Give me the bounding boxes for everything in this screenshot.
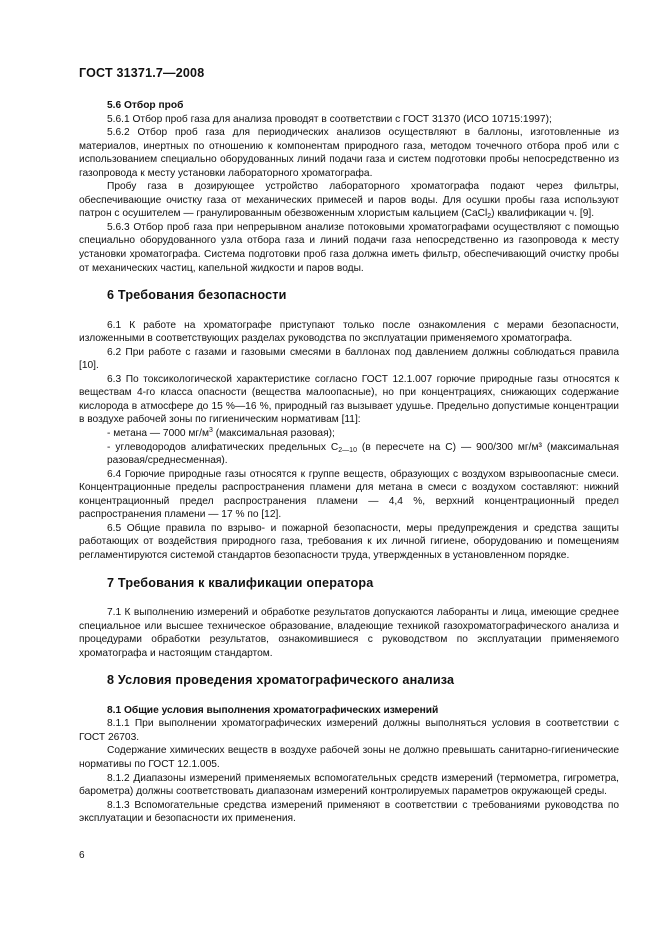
paragraph-sample-feed: Пробу газа в дозирующее устройство лабораторного хроматографа подают через фильтры, обеспечивающие очистку газа от механических примесей и паров воды. Для осушки пробы газа используют патрон с осушителем — гранулированным обезвоженным хлористым кальцием (CaCl$_2$) квалификации ч. [9]. [79,181,619,221]
standard-header: ГОСТ 31371.7—2008 [79,66,205,80]
paragraph-6-2: 6.2 При работе с газами и газовыми смесями в баллонах под давлением должны соблюдаться правила [10]. [79,346,619,372]
page-content [79,93,619,826]
paragraph-7-1: 7.1 К выполнению измерений и обработке результатов допускаются лаборанты и лица, имеющие среднее специальное или высшее техническое образование, владеющие техникой газохроматографического анализа и процедурами обработки результатов, ознакомившиеся с руководством по эксплуатации применяемого хроматографа и настоящим стандартом. [79,607,619,659]
paragraph-6-5: 6.5 Общие правила по взрыво- и пожарной безопасности, меры предупреждения и средства защиты работающих от воздействия природного газа, требования к их личной гигиене, оборудованию и помещениям регламентируются системой стандартов безопасности труда, утвержденных в установленном порядке. [79,522,619,561]
paragraph-8-1-1: 8.1.1 При выполнении хроматографических измерений должны выполняться условия в соответствии с ГОСТ 26703. [79,718,619,743]
paragraph-5-6-1: 5.6.1 Отбор проб газа для анализа проводят в соответствии с ГОСТ 31370 (ИСО 10715:1997); [107,113,552,125]
section-heading-8: 8 Условия проведения хроматографического анализа [107,673,455,688]
section-heading-6: 6 Требования безопасности [107,288,287,303]
subsection-heading-5-6: 5.6 Отбор проб [107,100,184,111]
list-item-methane: - метана — 7000 $мг/м^3$ (максимальная разовая); [107,427,335,440]
paragraph-5-6-2: 5.6.2 Отбор проб газа для периодических анализов осуществляют в баллоны, изготовленные из материалов, инертных по отношению к компонентам природного газа, методом точечного отбора проб или с использованием специально оборудованных линий подачи газа и систем подготовки пробы непосредственно из газопровода к месту установки лабораторного хроматографа. [79,127,619,179]
paragraph-chemical-content: Содержание химических веществ в воздухе рабочей зоны не должно превышать санитарно-гигиенические нормативы по ГОСТ 12.1.005. [79,745,619,770]
paragraph-8-1-3: 8.1.3 Вспомогательные средства измерений применяют в соответствии с требованиями руководства по эксплуатации и безопасности их применения. [79,799,619,825]
section-heading-7: 7 Требования к квалификации оператора [107,575,374,590]
list-item-hydrocarbons: - углеводородов алифатических предельных $C_{2—10}$ (в пересчете на C) — 900/300 мг/м³ (максимальная разовая/среднесменная). [107,441,619,467]
paragraph-6-4: 6.4 Горючие природные газы относятся к группе веществ, образующих с воздухом взрывоопасные смеси. Концентрационные пределы распространения пламени для метана в смеси с воздухом составляют: нижний концентрационный предел распространения пламени — 4,4 %, верхний концентрационный предел распространения пламени — 17 % по [12]. [79,468,619,521]
paragraph-5-6-3: 5.6.3 Отбор проб газа при непрерывном анализе потоковыми хроматографами осуществляют с помощью специально оборудованного узла отбора газа и линий подачи газа непосредственно из газопровода к месту установки хроматографа. Система подготовки проб газа должна иметь фильтр, обеспечивающий очистку пробы от механических частиц, капельной жидкости и паров воды. [79,221,619,274]
paragraph-6-1: 6.1 К работе на хроматографе приступают только после ознакомления с мерами безопасности, изложенными в соответствующих разделах руководства по эксплуатации применяемого хроматографа. [79,319,619,345]
page-number: 6 [79,850,85,861]
subsection-heading-8-1: 8.1 Общие условия выполнения хроматографических измерений [107,704,439,716]
paragraph-8-1-2: 8.1.2 Диапазоны измерений применяемых вспомогательных средств измерений (термометра, гигрометра, барометра) должны соответствовать диапазонам измерений контролируемых параметров окружающей среды. [79,772,619,798]
paragraph-6-3: 6.3 По токсикологической характеристике согласно ГОСТ 12.1.007 горючие природные газы относятся к веществам 4-го класса опасности (вещества малоопасные), но при концентрациях, снижающих содержание кислорода в атмосфере до 15 %—16 %, природный газ вызывает удушье. Предельно допустимые концентрации в воздухе рабочей зоны по гигиеническим нормативам [11]: [79,373,619,426]
